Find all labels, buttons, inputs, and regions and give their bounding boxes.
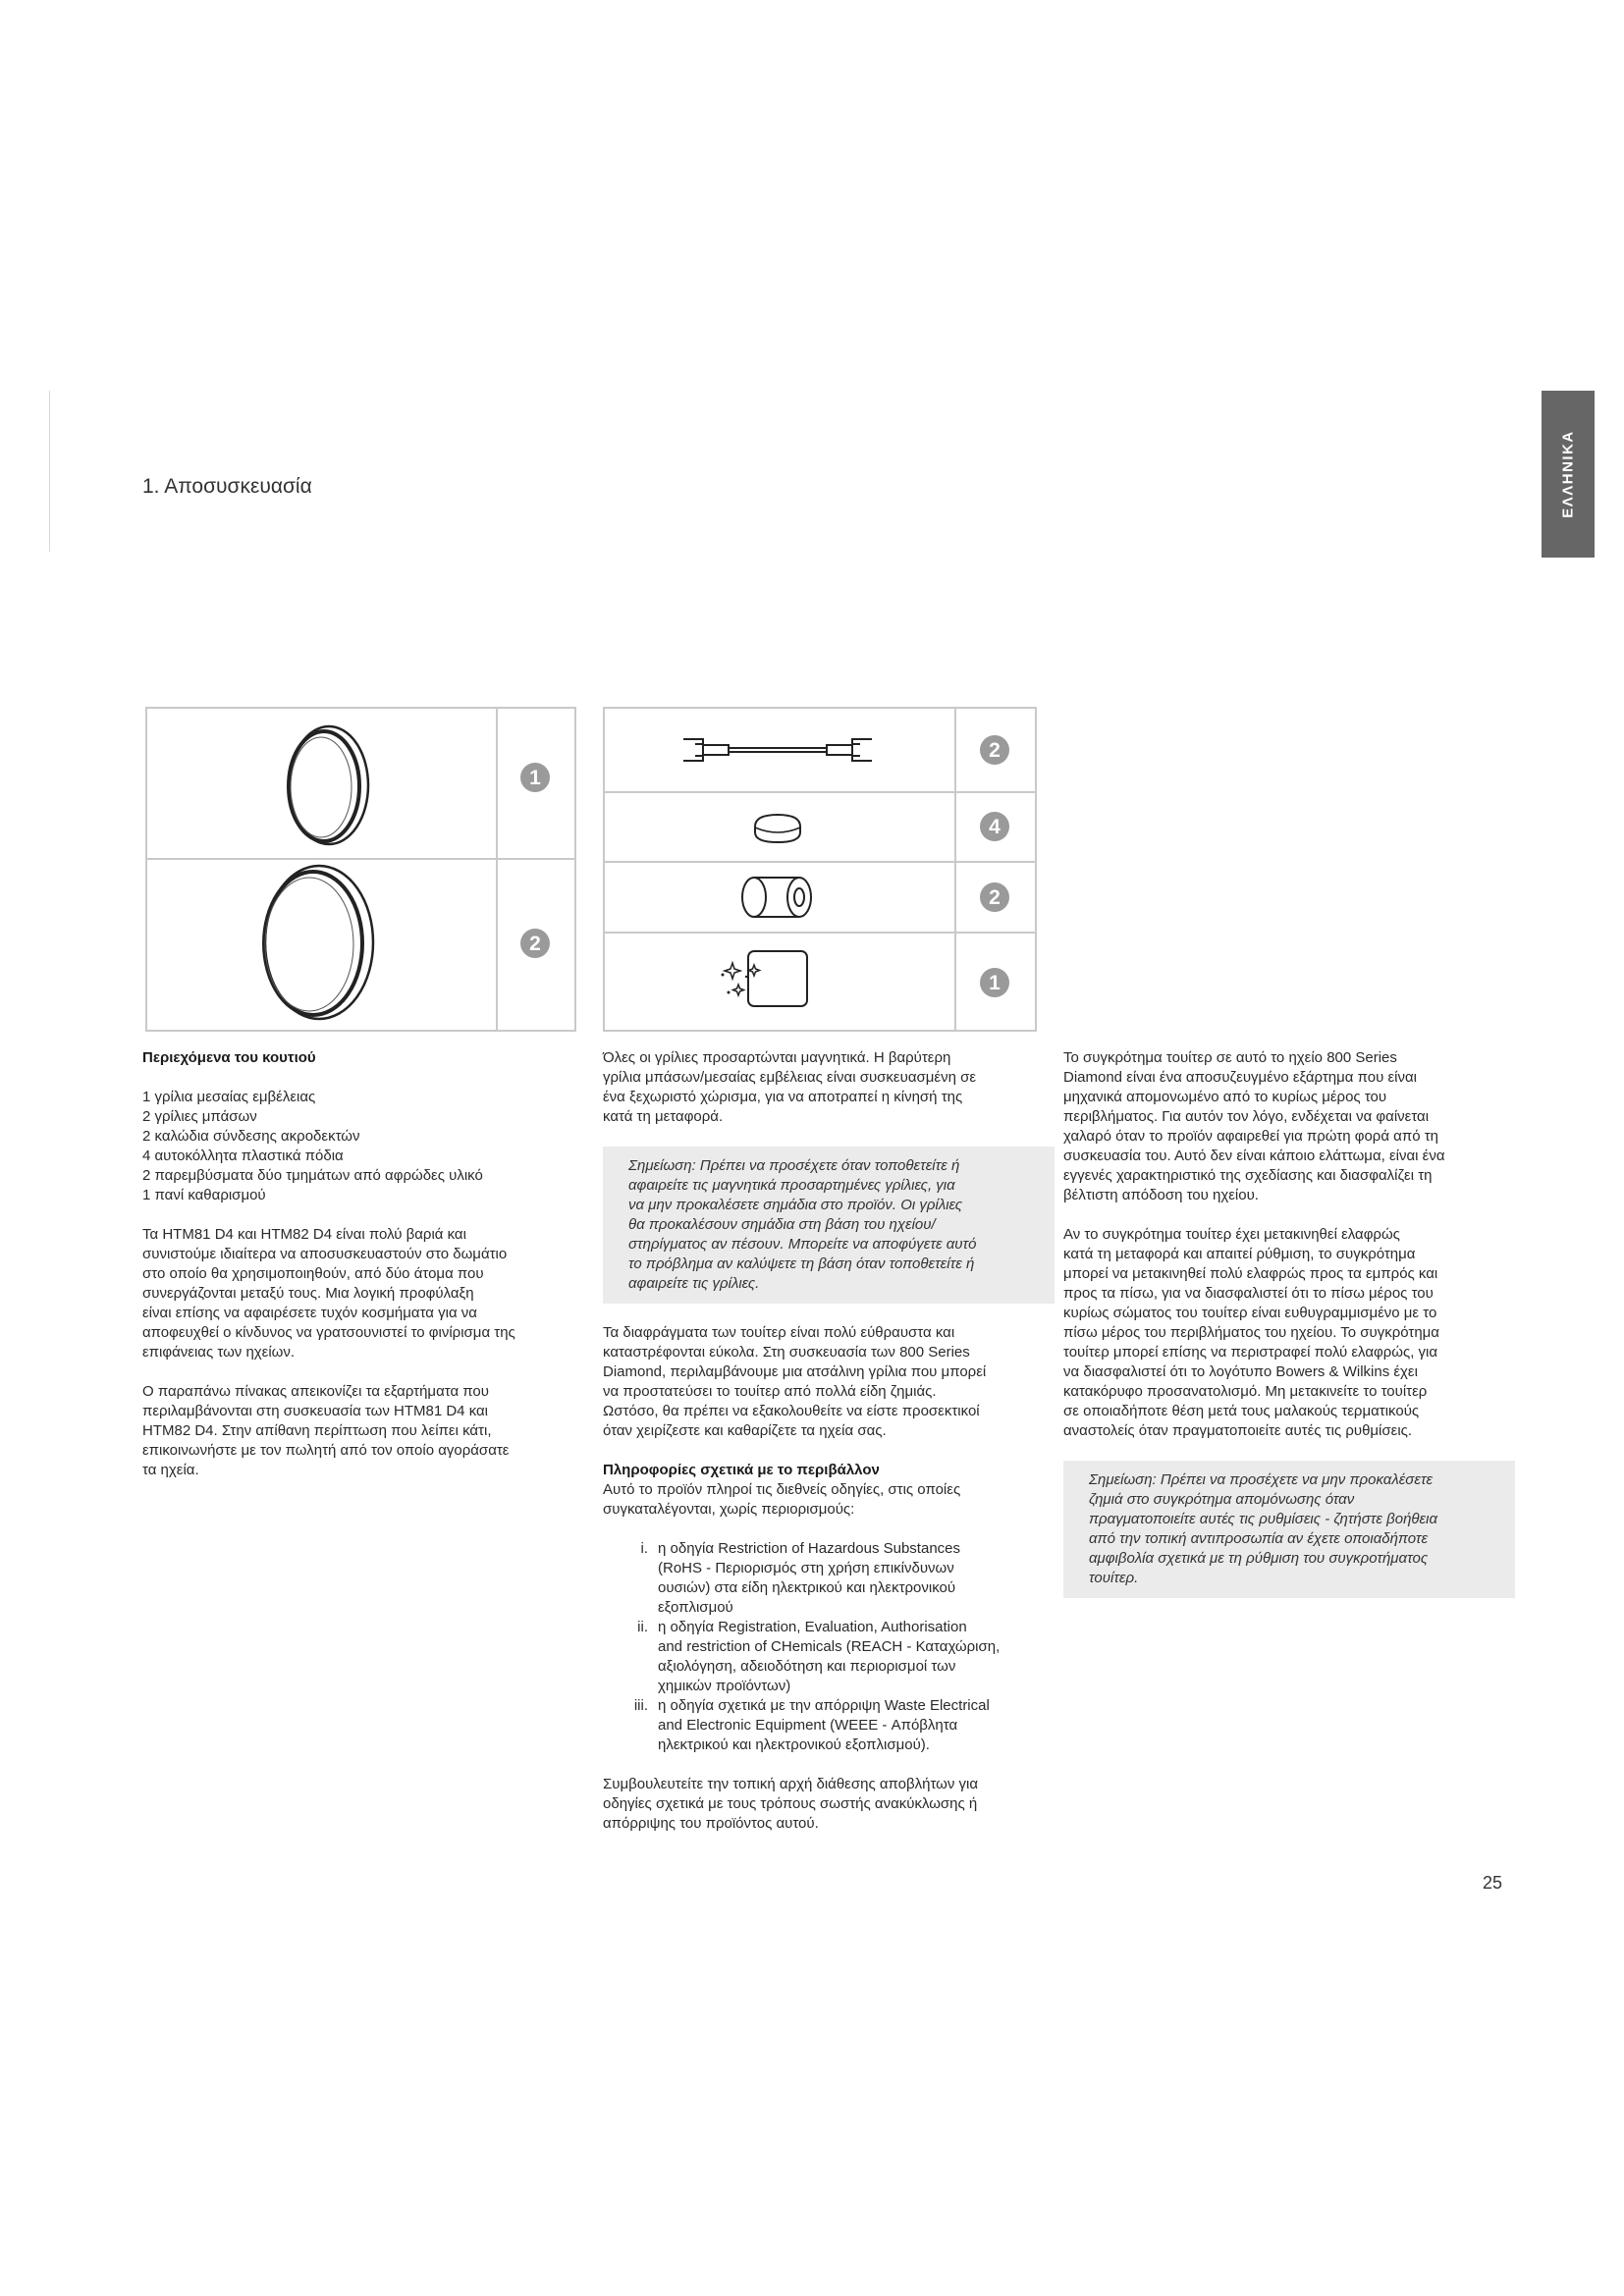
text-line: εγγενές χαρακτηριστικό της σχεδίασης και διασφαλίζει τη	[1063, 1167, 1433, 1184]
text-line: επιφάνειας των ηχείων.	[142, 1344, 296, 1361]
text-line: and restriction of CHemicals (REACH - Καταχώριση,	[658, 1638, 1001, 1655]
text-line: περιλαμβάνονται στη συσκευασία των HTM81 D4 και	[142, 1403, 489, 1419]
text-line: Συμβουλευτείτε την τοπική αρχή διάθεσης αποβλήτων για	[603, 1776, 979, 1792]
text-line: συσκευασία του. Αυτό δεν είναι κάποιο ελάττωμα, είναι ένα	[1063, 1148, 1445, 1164]
language-tab-label: ΕΛΛΗΝΙΚΑ	[1559, 430, 1577, 518]
text-line: απόρριψης του προϊόντος αυτού.	[603, 1815, 819, 1832]
list-item: 1 γρίλια μεσαίας εμβέλειας	[142, 1089, 316, 1105]
text-line: η οδηγία Restriction of Hazardous Substances	[658, 1540, 961, 1557]
environment-heading: Πληροφορίες σχετικά με το περιβάλλον	[603, 1462, 880, 1478]
text-line: επικοινωνήστε με τον πωλητή από τον οποίο αγοράσατε	[142, 1442, 510, 1459]
text-line: η οδηγία Registration, Evaluation, Authorisation	[658, 1619, 967, 1635]
column-middle	[603, 1048, 1055, 1834]
text-line: τουίτερ.	[1089, 1570, 1139, 1586]
list-number: iii.	[633, 1697, 648, 1714]
text-line: Αν το συγκρότημα τουίτερ έχει μετακινηθεί ελαφρώς	[1063, 1226, 1400, 1243]
list-item: 2 καλώδια σύνδεσης ακροδεκτών	[142, 1128, 360, 1145]
foam-bung-icon	[605, 863, 954, 932]
text-line: αφαιρείτε τις γρίλιες.	[628, 1275, 760, 1292]
contents-table-right	[603, 707, 1037, 1032]
list-item	[603, 1696, 1055, 1755]
text-line: ηλεκτρικού και ηλεκτρονικού εξοπλισμού).	[658, 1736, 930, 1753]
quantity-badge: 2	[980, 882, 1009, 912]
ring-grille-large-icon	[147, 860, 496, 1030]
text-line: συνεργάζονται μεταξύ τους. Μια λογική προφύλαξη	[142, 1285, 474, 1302]
text-line: πίσω μέρος του περιβλήματος του ηχείου. Το συγκρότημα	[1063, 1324, 1439, 1341]
text-line: (RoHS - Περιορισμός στη χρήση επικίνδυνων	[658, 1560, 954, 1576]
directives-list	[603, 1539, 1055, 1755]
list-number: i.	[640, 1540, 648, 1557]
text-line: στηρίγματος αν πέσουν. Μπορείτε να αποφύγετε αυτό	[628, 1236, 977, 1253]
cleaning-cloth-icon	[605, 934, 954, 1030]
contents-table-left	[145, 707, 576, 1032]
quantity-badge: 1	[520, 763, 550, 792]
contents-list	[142, 1088, 584, 1205]
text-line: από την τοπική αντιπροσωπία αν έχετε οποιαδήποτε	[1089, 1530, 1429, 1547]
column-right	[1063, 1048, 1515, 1598]
text-line: τα ηχεία.	[142, 1462, 199, 1478]
text-line: ουσιών) στα είδη ηλεκτρικού και ηλεκτρονικού	[658, 1579, 956, 1596]
text-line: ένα ξεχωριστό χώρισμα, για να αποτραπεί η κίνησή της	[603, 1089, 963, 1105]
text-line: να προστατεύσει το τουίτερ από πολλά είδη ζημιάς.	[603, 1383, 937, 1400]
text-line: οδηγίες σχετικά με τους τρόπους σωστής ανακύκλωσης ή	[603, 1795, 978, 1812]
text-line: σε οποιαδήποτε θέση μετά τους μαλακούς τερματικούς	[1063, 1403, 1420, 1419]
text-line: κατακόρυφο προσανατολισμό. Μη μετακινείτε το τουίτερ	[1063, 1383, 1428, 1400]
text-line: πραγματοποιείτε αυτές τις ρυθμίσεις - ζητήστε βοήθεια	[1089, 1511, 1438, 1527]
text-line: το πρόβλημα αν καλύψετε τη βάση όταν τοποθετείτε ή	[628, 1255, 975, 1272]
text-line: Σημείωση: Πρέπει να προσέχετε να μην προκαλέσετε	[1089, 1471, 1434, 1488]
text-line: να διασφαλιστεί ότι το λογότυπο Bowers & Wilkins έχει	[1063, 1363, 1418, 1380]
paragraph	[142, 1225, 584, 1362]
text-line: γρίλια μπάσων/μεσαίας εμβέλειας είναι συσκευασμένη σε	[603, 1069, 977, 1086]
text-line: θα προκαλέσουν σημάδια στη βάση του ηχείου/	[628, 1216, 936, 1233]
section-title: 1. Αποσυσκευασία	[142, 475, 312, 498]
text-line: μηχανικά απομονωμένο από το κυρίως μέρος του	[1063, 1089, 1387, 1105]
text-line: να μην προκαλέσετε σημάδια στο προϊόν. Οι γρίλιες	[628, 1197, 963, 1213]
text-line: HTM82 D4. Στην απίθανη περίπτωση που λείπει κάτι,	[142, 1422, 492, 1439]
language-tab	[1542, 391, 1595, 558]
text-line: η οδηγία σχετικά με την απόρριψη Waste Electrical	[658, 1697, 990, 1714]
paragraph	[1063, 1225, 1515, 1441]
text-line: μπορεί να μετακινηθεί πολύ ελαφρώς προς τα εμπρός και	[1063, 1265, 1438, 1282]
note-box	[1063, 1461, 1515, 1598]
text-line: Το συγκρότημα τουίτερ σε αυτό το ηχείο 800 Series	[1063, 1049, 1397, 1066]
text-line: κατά τη μεταφορά και απαιτεί ρύθμιση, το συγκρότημα	[1063, 1246, 1416, 1262]
text-line: Αυτό το προϊόν πληροί τις διεθνείς οδηγίες, στις οποίες	[603, 1481, 961, 1498]
text-line: αφαιρείτε τις μαγνητικά προσαρτημένες γρίλιες, για	[628, 1177, 955, 1194]
text-line: χημικών προϊόντων)	[658, 1678, 791, 1694]
table-row	[605, 934, 954, 1030]
text-line: αναστολείς όταν πραγματοποιείτε αυτές τις ρυθμίσεις.	[1063, 1422, 1413, 1439]
text-line: καταστρέφονται εύκολα. Στη συσκευασία των 800 Series	[603, 1344, 970, 1361]
paragraph	[603, 1048, 1055, 1127]
paragraph	[142, 1382, 584, 1480]
table-row	[605, 793, 954, 861]
text-line: προς τα πίσω, για να διασφαλιστεί ότι το πίσω μέρος του	[1063, 1285, 1434, 1302]
text-line: ζημιά στο συγκρότημα απομόνωσης όταν	[1089, 1491, 1355, 1508]
text-line: Σημείωση: Πρέπει να προσέχετε όταν τοποθετείτε ή	[628, 1157, 960, 1174]
table-row	[147, 709, 496, 858]
quantity-badge: 4	[980, 812, 1009, 841]
text-line: συνιστούμε ιδιαίτερα να αποσυσκευαστούν στο δωμάτιο	[142, 1246, 508, 1262]
quantity-badge: 2	[520, 929, 550, 958]
link-cable-icon	[605, 709, 954, 791]
contents-heading: Περιεχόμενα του κουτιού	[142, 1049, 316, 1066]
paragraph	[603, 1775, 1055, 1834]
text-line: Όλες οι γρίλιες προσαρτώνται μαγνητικά. Η βαρύτερη	[603, 1049, 951, 1066]
text-line: Ωστόσο, θα πρέπει να εξακολουθείτε να είστε προσεκτικοί	[603, 1403, 980, 1419]
list-item	[603, 1539, 1055, 1618]
list-item: 2 γρίλιες μπάσων	[142, 1108, 257, 1125]
text-line: βέλτιστη απόδοση του ηχείου.	[1063, 1187, 1259, 1203]
list-item: 1 πανί καθαρισμού	[142, 1187, 266, 1203]
table-row	[147, 860, 496, 1030]
list-number: ii.	[637, 1619, 648, 1635]
paragraph	[603, 1323, 1055, 1441]
text-line: Diamond είναι ένα αποσυζευγμένο εξάρτημα που είναι	[1063, 1069, 1417, 1086]
ring-grille-small-icon	[147, 709, 496, 858]
text-line: είναι επίσης να αφαιρέσετε τυχόν κοσμήματα για να	[142, 1305, 477, 1321]
list-item	[603, 1618, 1055, 1696]
text-line: κυρίως σώματος του τουίτερ είναι ευθυγραμμισμένο με το	[1063, 1305, 1437, 1321]
table-row	[605, 863, 954, 932]
text-line: τουίτερ μπορεί επίσης να περιστραφεί πολύ ελαφρώς, για	[1063, 1344, 1438, 1361]
page-number: 25	[1483, 1873, 1503, 1893]
text-line: αξιολόγηση, αδειοδότηση και περιορισμοί των	[658, 1658, 956, 1675]
margin-rule	[49, 391, 50, 552]
quantity-badge: 1	[980, 968, 1009, 997]
text-line: χαλαρό όταν το προϊόν αφαιρεθεί για πρώτη φορά από τη	[1063, 1128, 1438, 1145]
text-line: στο οποίο θα χρησιμοποιηθούν, από δύο άτομα που	[142, 1265, 484, 1282]
text-line: αμφιβολία σχετικά με τη ρύθμιση του συγκροτήματος	[1089, 1550, 1429, 1567]
text-line: κατά τη μεταφορά.	[603, 1108, 724, 1125]
text-line: Τα HTM81 D4 και HTM82 D4 είναι πολύ βαριά και	[142, 1226, 466, 1243]
text-line: αποφευχθεί ο κίνδυνος να γρατσουνιστεί το φινίρισμα της	[142, 1324, 515, 1341]
note-box	[603, 1147, 1055, 1304]
column-left	[142, 1048, 584, 1480]
list-item: 2 παρεμβύσματα δύο τμημάτων από αφρώδες υλικό	[142, 1167, 483, 1184]
text-line: περιβλήματος. Για αυτόν τον λόγο, ενδέχεται να φαίνεται	[1063, 1108, 1430, 1125]
table-row	[605, 709, 954, 791]
text-line: Τα διαφράγματα των τουίτερ είναι πολύ εύθραυστα και	[603, 1324, 955, 1341]
paragraph	[1063, 1048, 1515, 1205]
text-line: Ο παραπάνω πίνακας απεικονίζει τα εξαρτήματα που	[142, 1383, 489, 1400]
text-line: εξοπλισμού	[658, 1599, 733, 1616]
text-line: συγκαταλέγονται, χωρίς περιορισμούς:	[603, 1501, 855, 1518]
rubber-foot-icon	[605, 793, 954, 861]
list-item: 4 αυτοκόλλητα πλαστικά πόδια	[142, 1148, 344, 1164]
quantity-badge: 2	[980, 735, 1009, 765]
text-line: Diamond, περιλαμβάνουμε μια ατσάλινη γρίλια που μπορεί	[603, 1363, 987, 1380]
text-line: and Electronic Equipment (WEEE - Απόβλητα	[658, 1717, 958, 1734]
text-line: όταν χειρίζεστε και καθαρίζετε τα ηχεία σας.	[603, 1422, 887, 1439]
